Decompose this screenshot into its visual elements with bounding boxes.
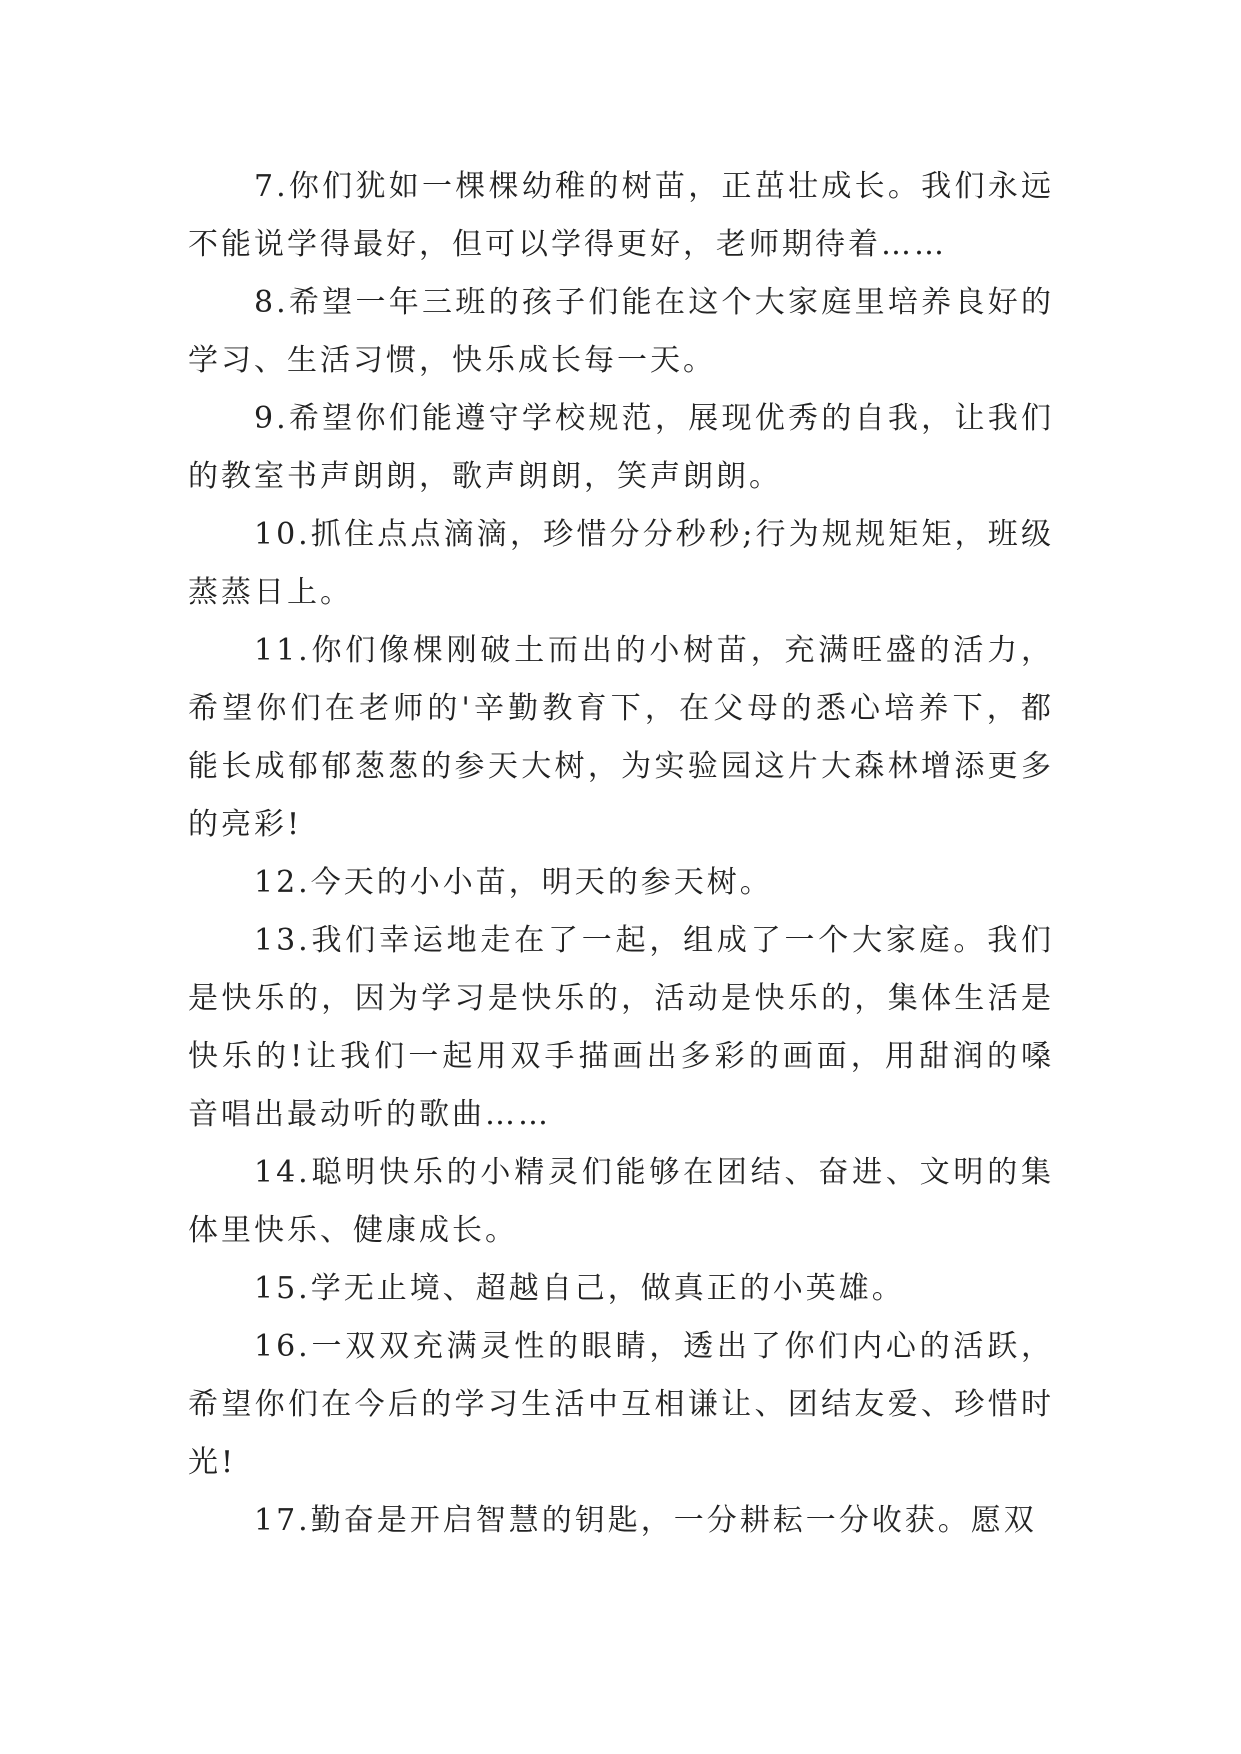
paragraph-14: 14.聪明快乐的小精灵们能够在团结、奋进、文明的集体里快乐、健康成长。 <box>188 1155 1054 1248</box>
paragraph-16: 16.一双双充满灵性的眼睛，透出了你们内心的活跃，希望你们在今后的学习生活中互相谦让、团结友爱、珍惜时光! <box>188 1329 1054 1480</box>
paragraph-9: 9.希望你们能遵守学校规范，展现优秀的自我，让我们的教室书声朗朗，歌声朗朗，笑声朗朗。 <box>188 401 1054 494</box>
paragraph-15: 15.学无止境、超越自己，做真正的小英雄。 <box>254 1271 905 1306</box>
paragraph-10: 10.抓住点点滴滴，珍惜分分秒秒;行为规规矩矩，班级蒸蒸日上。 <box>188 517 1054 610</box>
paragraph-7: 7.你们犹如一棵棵幼稚的树苗，正茁壮成长。我们永远不能说学得最好，但可以学得更好，老师期待着…… <box>188 169 1054 262</box>
paragraph-13: 13.我们幸运地走在了一起，组成了一个大家庭。我们是快乐的，因为学习是快乐的，活动是快乐的，集体生活是快乐的!让我们一起用双手描画出多彩的画面，用甜润的嗓音唱出最动听的歌曲…… <box>188 923 1054 1132</box>
paragraph-11: 11.你们像棵刚破土而出的小树苗，充满旺盛的活力，希望你们在老师的'辛勤教育下，在父母的悉心培养下，都能长成郁郁葱葱的参天大树，为实验园这片大森林增添更多的亮彩! <box>188 633 1054 842</box>
document-body <box>188 158 1054 1550</box>
paragraph-17: 17.勤奋是开启智慧的钥匙，一分耕耘一分收获。愿双 <box>254 1503 1037 1538</box>
paragraph-8: 8.希望一年三班的孩子们能在这个大家庭里培养良好的学习、生活习惯，快乐成长每一天。 <box>188 285 1054 378</box>
paragraph-12: 12.今天的小小苗，明天的参天树。 <box>254 865 773 900</box>
